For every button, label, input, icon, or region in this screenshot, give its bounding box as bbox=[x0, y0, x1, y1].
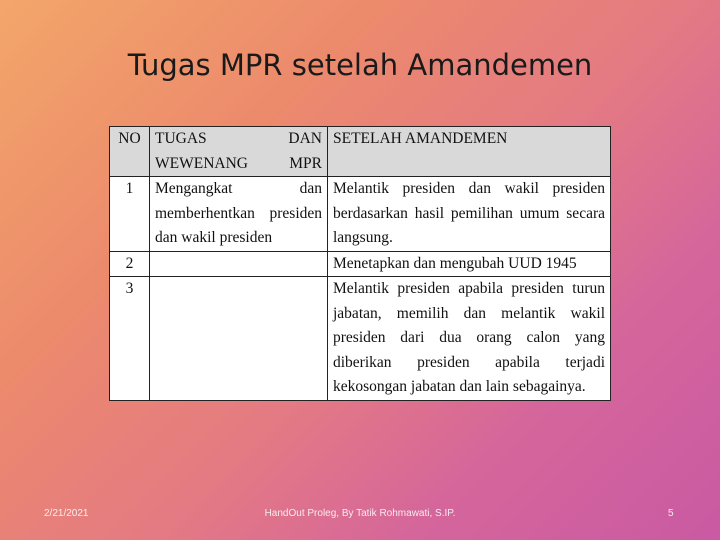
header-setelah: SETELAH AMANDEMEN bbox=[328, 127, 611, 177]
header-tugas: TUGAS DAN WEWENANG MPR bbox=[150, 127, 328, 177]
row-2-setelah: Menetapkan dan mengubah UUD 1945 bbox=[328, 251, 611, 277]
footer-text: HandOut Proleg, By Tatik Rohmawati, S.IP. bbox=[264, 508, 456, 519]
row-3-setelah: Melantik presiden apabila presiden turun jabatan, memilih dan melantik wakil presiden dari dua orang calon yang diberikan presiden apabila terjadi kekosongan jabatan dan lain sebagainya. bbox=[328, 277, 611, 401]
slide-title: Tugas MPR setelah Amandemen bbox=[127, 48, 593, 82]
row-3-tugas bbox=[150, 277, 328, 401]
table-header-row bbox=[110, 127, 611, 177]
row-2-tugas bbox=[150, 251, 328, 277]
footer-date: 2/21/2021 bbox=[44, 508, 89, 519]
row-1-setelah: Melantik presiden dan wakil presiden berdasarkan hasil pemilihan umum secara langsung. bbox=[328, 177, 611, 252]
row-2-no: 2 bbox=[110, 251, 150, 277]
row-1-no: 1 bbox=[110, 177, 150, 252]
table-row bbox=[110, 251, 611, 277]
row-1-tugas: Mengangkat dan memberhentkan presiden dan wakil presiden bbox=[150, 177, 328, 252]
table-row bbox=[110, 277, 611, 401]
header-no: NO bbox=[110, 127, 150, 177]
page-number: 5 bbox=[668, 508, 674, 519]
row-3-no: 3 bbox=[110, 277, 150, 401]
table-row bbox=[110, 177, 611, 252]
duties-table bbox=[109, 126, 611, 401]
